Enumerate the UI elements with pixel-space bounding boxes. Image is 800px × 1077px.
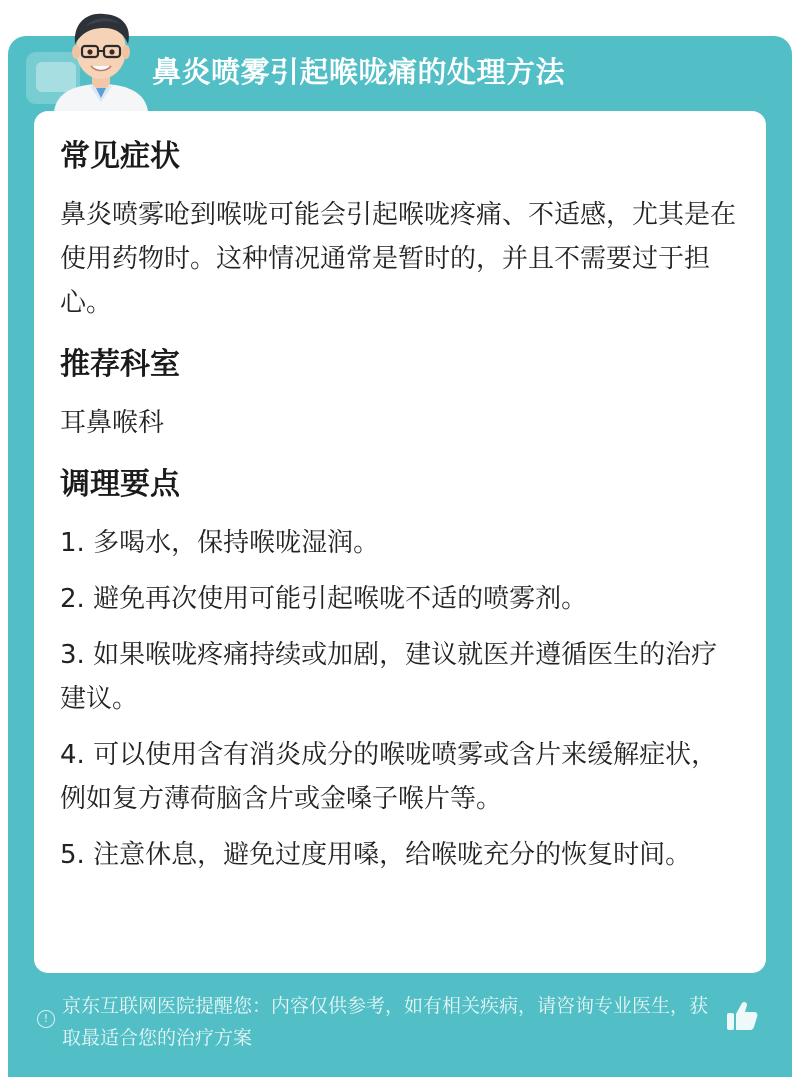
spacer	[60, 325, 740, 341]
footer	[0, 990, 800, 1060]
spacer	[60, 389, 740, 401]
spacer	[60, 509, 740, 521]
content-card	[34, 111, 766, 973]
care-item: 2. 避免再次使用可能引起喉咙不适的喷雾剂。	[60, 584, 588, 614]
spacer	[60, 181, 740, 193]
page-title: 鼻炎喷雾引起喉咙痛的处理方法	[152, 55, 566, 89]
symptoms-text: 鼻炎喷雾呛到喉咙可能会引起喉咙疼痛、不适感，尤其是在使用药物时。这种情况通常是暂时的，并且不需要过于担心。	[60, 200, 737, 318]
doctor-avatar	[46, 6, 156, 112]
symptoms-heading: 常见症状	[60, 139, 180, 174]
content-body	[60, 133, 740, 889]
care-heading: 调理要点	[60, 467, 180, 502]
care-item: 4. 可以使用含有消炎成分的喉咙喷雾或含片来缓解症状，例如复方薄荷脑含片或金嗓子喉片等。	[60, 740, 718, 814]
care-item: 1. 多喝水，保持喉咙湿润。	[60, 528, 380, 558]
thumbs-up-icon[interactable]	[724, 998, 760, 1034]
department-heading: 推荐科室	[60, 347, 180, 382]
info-icon: !	[37, 1010, 55, 1028]
footer-disclaimer: 京东互联网医院提醒您：内容仅供参考，如有相关疾病，请咨询专业医生，获取最适合您的治疗方案	[62, 995, 709, 1049]
spacer	[60, 445, 740, 461]
care-item: 5. 注意休息，避免过度用嗓，给喉咙充分的恢复时间。	[60, 840, 692, 870]
care-item: 3. 如果喉咙疼痛持续或加剧，建议就医并遵循医生的治疗建议。	[60, 640, 718, 714]
department-text: 耳鼻喉科	[60, 408, 165, 438]
